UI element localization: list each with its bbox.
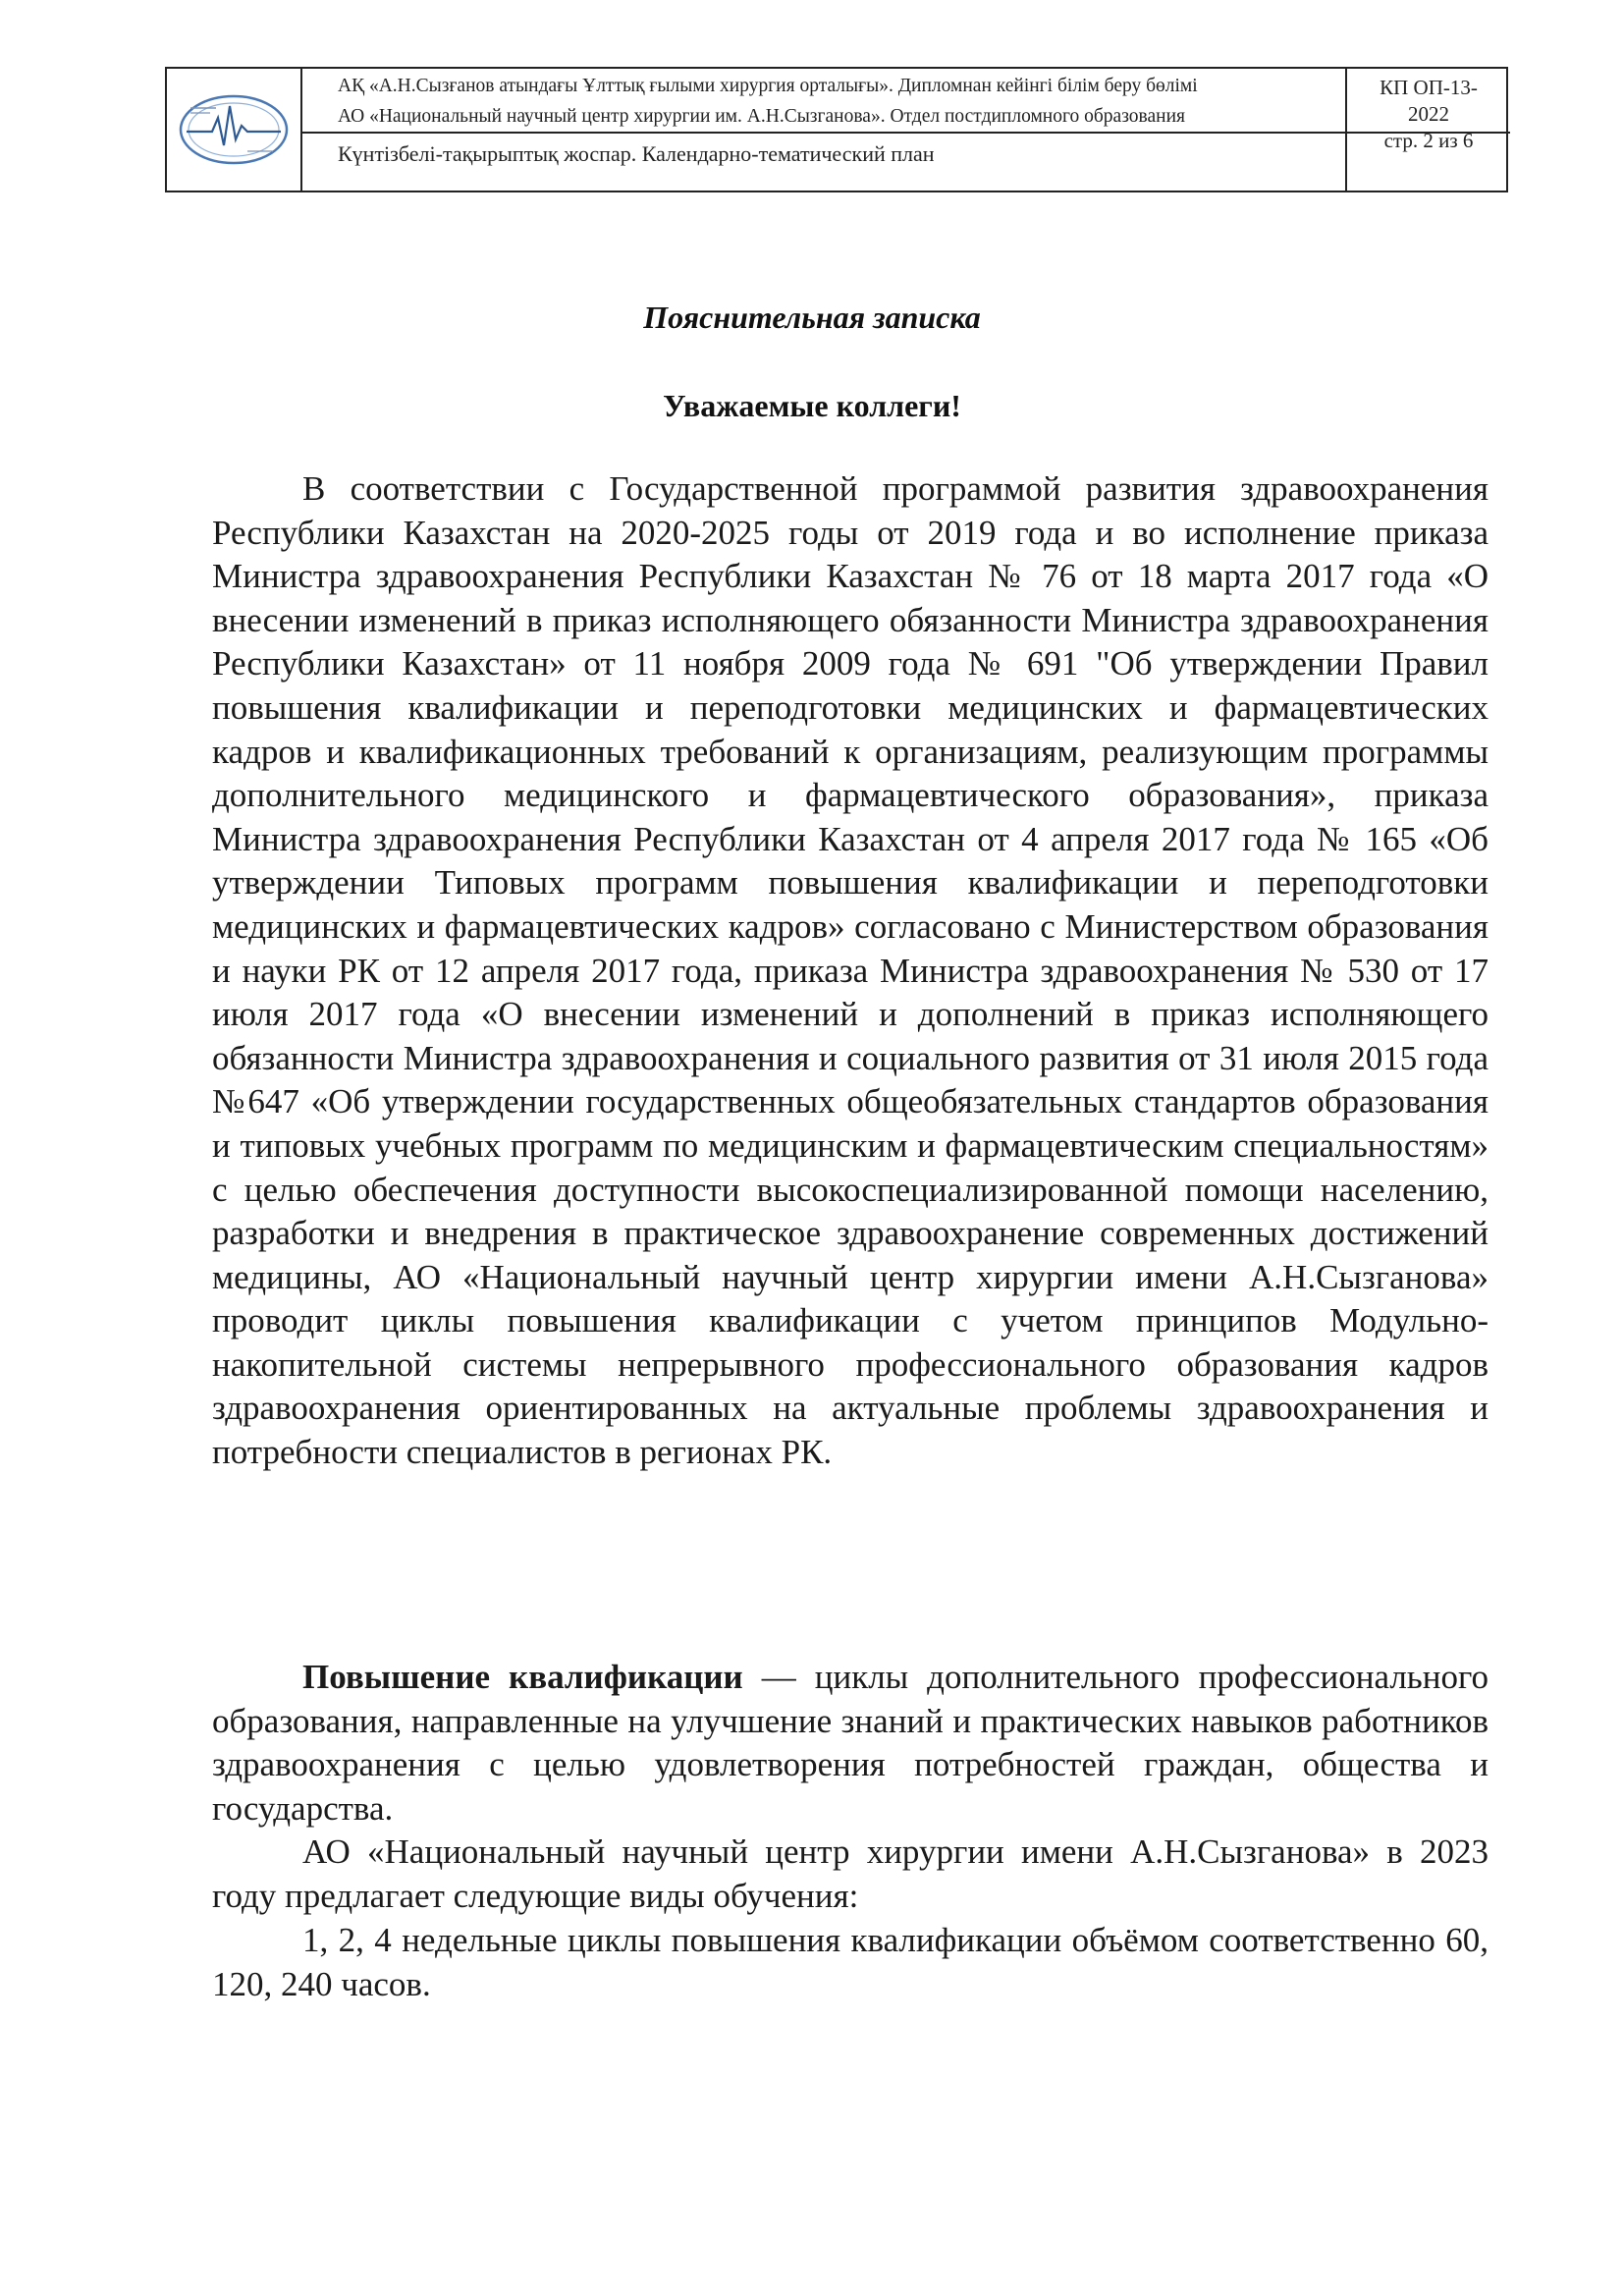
paragraph-cycles: 1, 2, 4 недельные циклы повышения квалификации объёмом соответственно 60, 120, 240 часов. bbox=[212, 1921, 1489, 2003]
organization-cell bbox=[302, 69, 1510, 191]
plan-title: Күнтізбелі-тақырыптық жоспар. Календарно-тематический план bbox=[338, 141, 935, 166]
paragraph-definition bbox=[212, 1656, 1489, 1831]
definition-text: — циклы дополнительного профессионального образования, направленные на улучшение знаний и практических навыков работников здравоохранения с целью удовлетворения потребностей граждан, общества и государства. bbox=[212, 1658, 1489, 1828]
document-code: КП ОП-13- bbox=[1380, 76, 1478, 99]
page-title: Пояснительная записка bbox=[643, 300, 981, 335]
heart-logo-icon bbox=[177, 92, 291, 167]
paragraph-offer: АО «Национальный научный центр хирургии имени А.Н.Сызганова» в 2023 году предлагает следующие виды обучения: bbox=[212, 1832, 1489, 1915]
term-bold: Повышение квалификации bbox=[302, 1658, 743, 1696]
paragraph-main: В соответствии с Государственной программой развития здравоохранения Республики Казахстан на 2020-2025 годы от 2019 года и во исполнение приказа Министра здравоохранения Республики Казахстан № 76 от 18 марта 2017 года «О внесении изменений в приказ исполняющего обязанности Министра здравоохранения Республики Казахстан» от 11 ноября 2009 года № 691 "Об утверждении Правил повышения квалификации и переподготовки медицинских и фармацевтических кадров и квалификационных требований к организациям, реализующим программы дополнительного медицинского и фармацевтического образования», приказа Министра здравоохранения Республики Казахстан от 4 апреля 2017 года № 165 «Об утверждении Типовых программ повышения квалификации и переподготовки медицинских и фармацевтических кадров» согласовано с Министерством образования и науки РК от 12 апреля 2017 года, приказа Министра здравоохранения № 530 от 17 июля 2017 года «О внесении изменений и дополнений в приказ исполняющего обязанности Министра здравоохранения и социального развития от 31 июля 2015 года №647 «Об утверждении государственных общеобязательных стандартов образования и типовых учебных программ по медицинским и фармацевтическим специальностям» с целью обеспечения доступности высокоспециализированной помощи населению, разработки и внедрения в практическое здравоохранение современных достижений медицины, АО «Национальный научный центр хирургии имени А.Н.Сызганова» проводит циклы повышения квалификации с учетом принципов Модульно-накопительной системы непрерывного профессионального образования кадров здравоохранения ориентированных на актуальные проблемы здравоохранения и потребности специалистов в регионах РК. bbox=[212, 469, 1489, 1472]
greeting: Уважаемые коллеги! bbox=[663, 388, 961, 423]
page-number: стр. 2 из 6 bbox=[1383, 129, 1474, 152]
logo-cell bbox=[167, 69, 302, 191]
org-name-russian: АО «Национальный научный центр хирургии им. А.Н.Сызганова». Отдел постдипломного образования bbox=[338, 106, 1185, 127]
organization-names bbox=[302, 69, 1510, 134]
document-header-table bbox=[165, 67, 1508, 192]
document-code-cell bbox=[1345, 69, 1510, 191]
document-year: 2022 bbox=[1408, 102, 1449, 126]
org-name-kazakh: АҚ «А.Н.Сызғанов атындағы Ұлттық ғылыми хирургия орталығы». Дипломнан кейінгі білім беру бөлімі bbox=[338, 76, 1198, 96]
